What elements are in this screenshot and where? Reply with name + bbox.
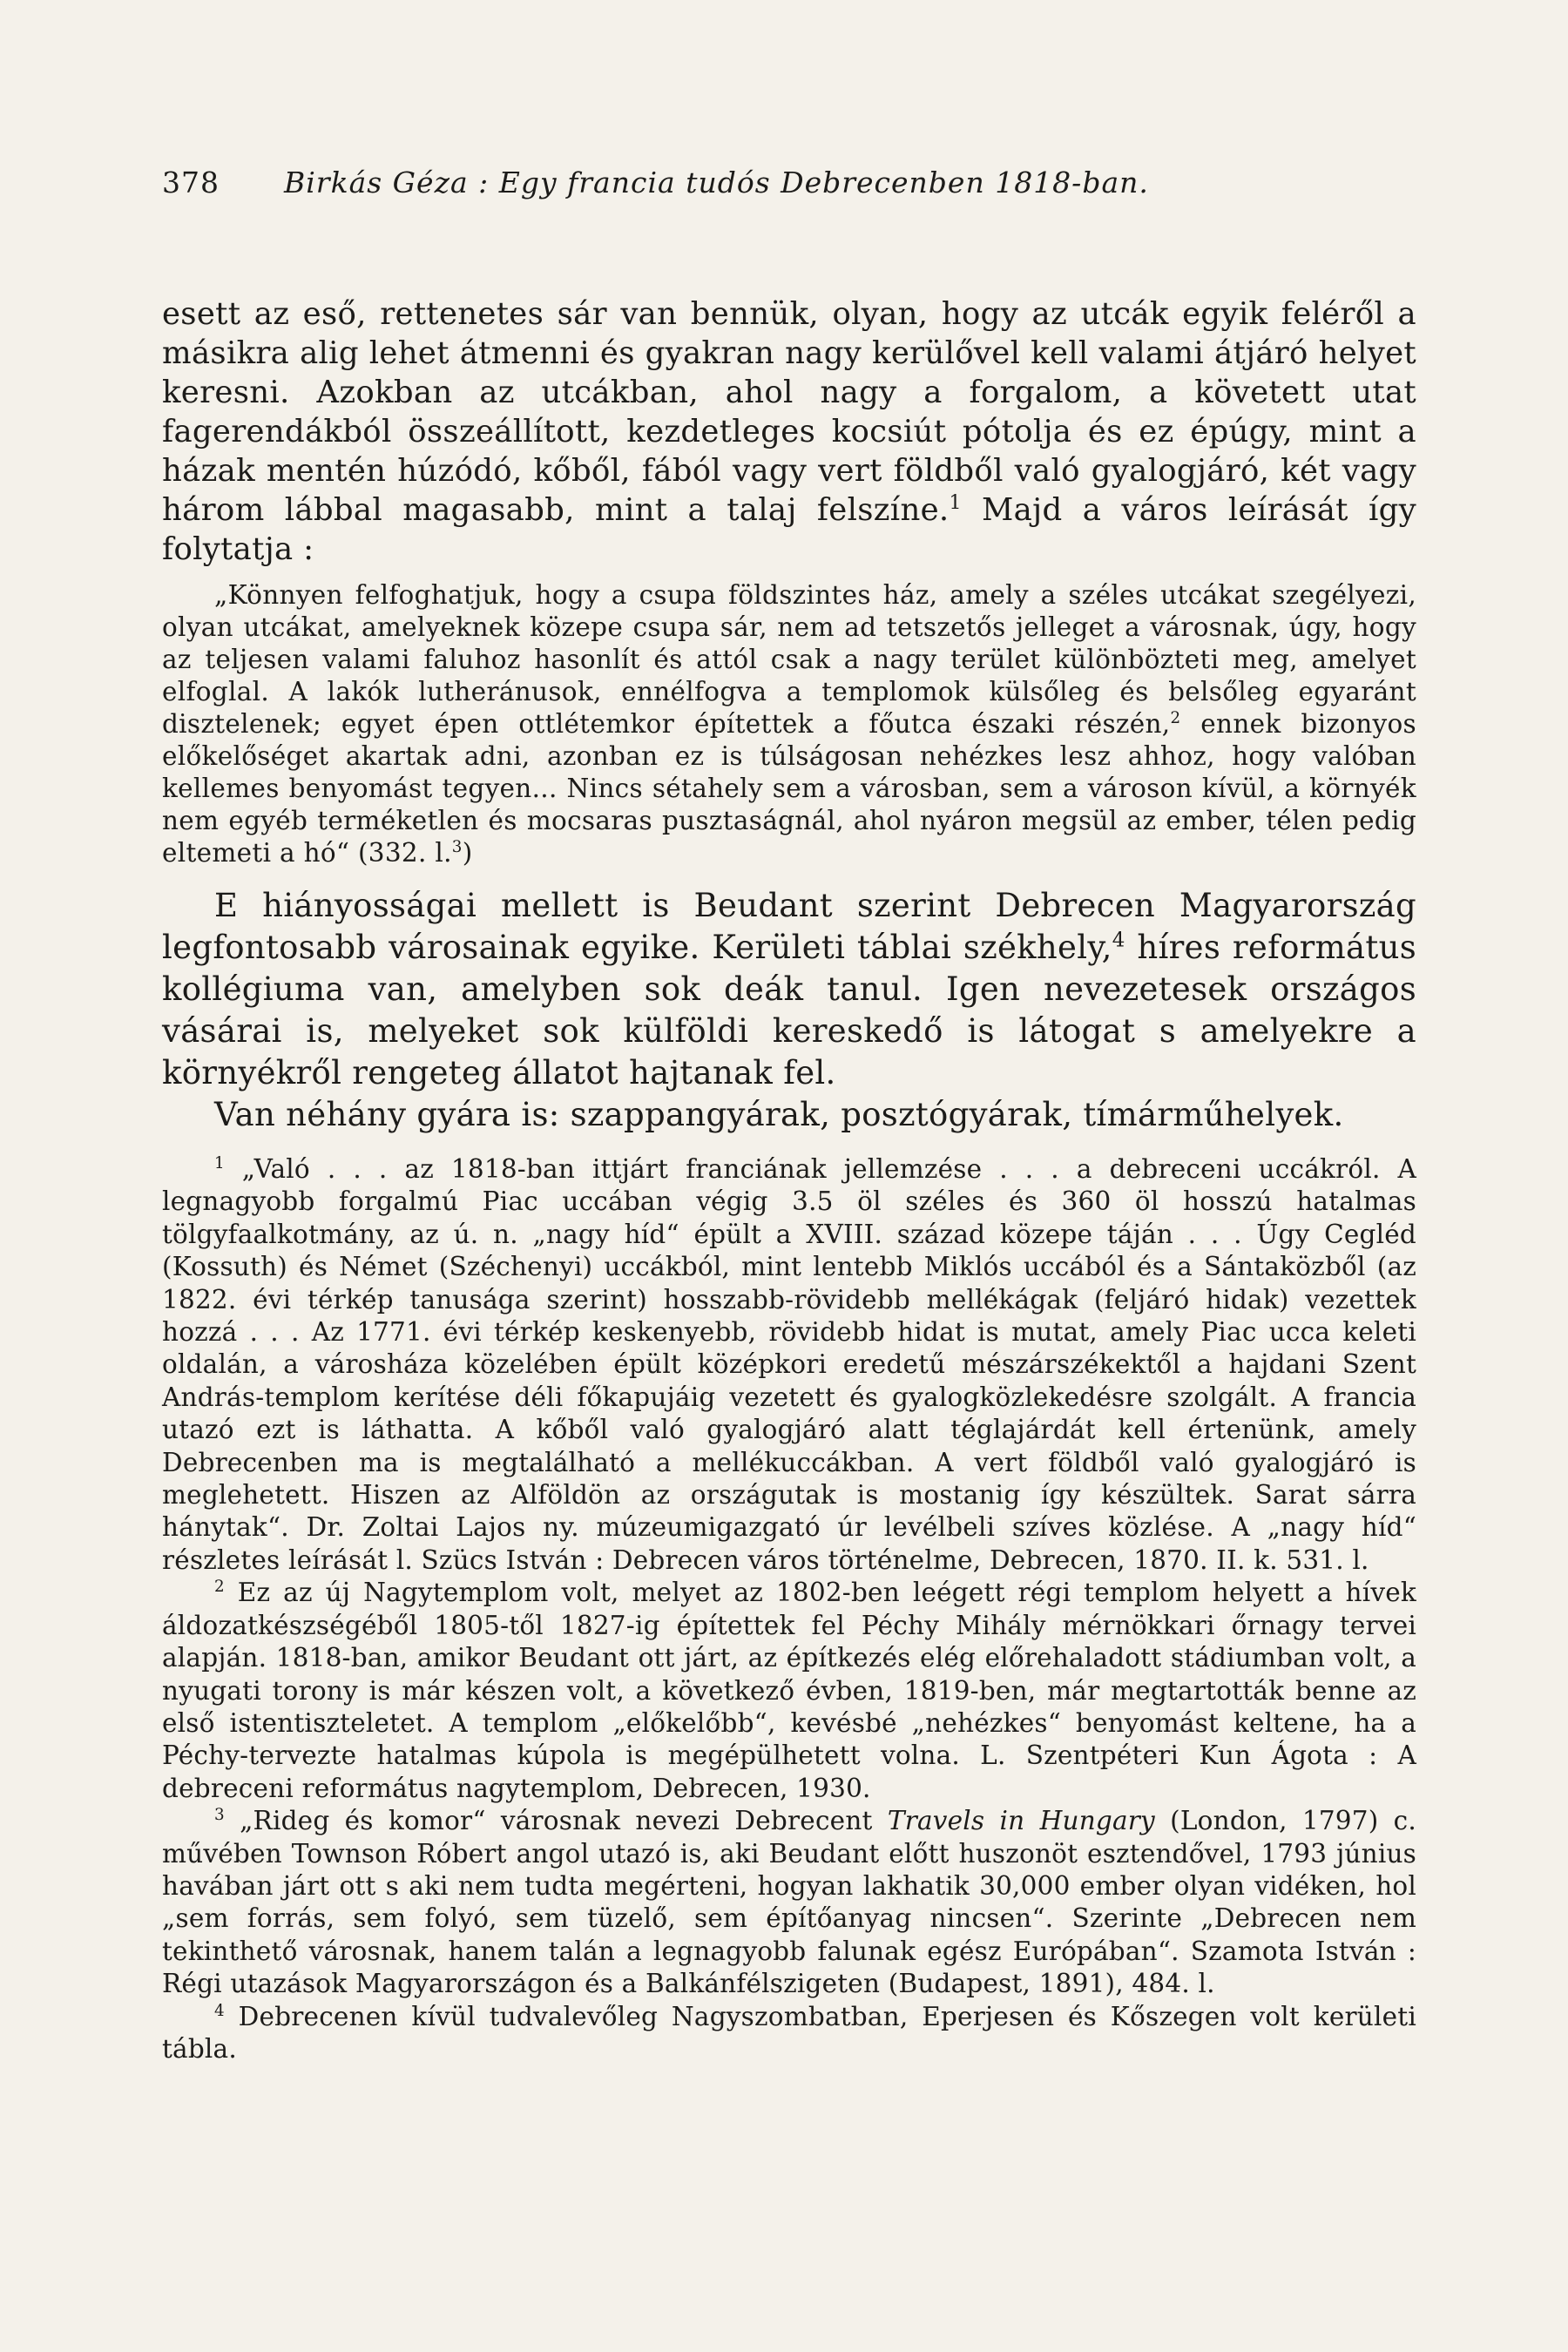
footnotes [162, 1153, 1416, 2065]
footnote-ref-3[interactable]: 3 [451, 838, 463, 857]
body-paragraph-3 [162, 1094, 1416, 1136]
footnote-3 [162, 1805, 1416, 2000]
footnote-number: 3 [214, 1806, 225, 1825]
footnote-number: 4 [214, 2001, 225, 2020]
footnote-ref-4[interactable]: 4 [1112, 929, 1125, 952]
footnote-text: Debrecenen kívül tudvalevőleg Nagyszombatban, Eperjesen és Kőszegen volt kerületi tábla. [162, 2001, 1416, 2064]
footnote-text: Ez az új Nagytemplom volt, melyet az 1802-ben leégett régi templom helyett a hívek áldozatkészségéből 1805-től 1827-ig építettek fel Péchy Mihály mérnökkari őrnagy tervei alapján. 1818-ban, amikor Beudant ott járt, az építkezés elég előrehaladott stádiumban volt, a nyugati torony is már készen volt, a következő évben, 1819-ben, már megtartották benne az első istentiszteletet. A templom „előkelőbb“, kevésbé „nehézkes“ benyomást keltene, ha a Péchy-tervezte hatalmas kúpola is megépülhetett volna. L. Szentpéteri Kun Ágota : A debreceni református nagytemplom, Debrecen, 1930. [162, 1578, 1416, 1803]
book-title: Travels in Hungary [887, 1806, 1155, 1836]
footnote-4 [162, 2001, 1416, 2066]
footnote-text: „Való . . . az 1818-ban ittjárt franciának jellemzése . . . a debreceni uccákról. A legnagyobb forgalmú Piac uccában végig 3.5 öl széles és 360 öl hosszú hatalmas tölgyfaalkotmány, az ú. n. „nagy híd“ épült a XVIII. század közepe táján . . . Úgy Cegléd (Kossuth) és Német (Széchenyi) uccákból, mint lentebb Miklós uccából és a Sántaközből (az 1822. évi térkép tanusága szerint) hosszabb-rövidebb mellékágak (feljáró hidak) vezettek hozzá . . . Az 1771. évi térkép keskenyebb, rövidebb hidat is mutat, amely Piac ucca keleti oldalán, a városháza közelében épült középkori eredetű mészárszékektől a hajdani Szent András-templom kerítése déli főkapujáig vezetett és gyalogközlekedésre szolgált. A francia utazó ezt is láthatta. A kőből való gyalogjáró alatt téglajárdát kell értenünk, amely Debrecenben ma is megtalálható a mellékuccákban. A vert földből való gyalogjáró is meglehetett. Hiszen az Alföldön az országutak is mostanig így készültek. Sarat sárra hánytak“. Dr. Zoltai Lajos ny. múzeumigazgató úr levélbeli szíves közlése. A „nagy híd“ részletes leírását l. Szücs István : Debrecen város történelme, Debrecen, 1870. II. k. 531. l. [162, 1154, 1416, 1575]
footnote-text: „Rideg és komor“ városnak nevezi Debrecent [224, 1806, 888, 1836]
paragraph-text-continued: híres református kollégiuma van, amelyben sok deák tanul. Igen nevezetesek országos vásárai is, melyeket sok külföldi kereskedő is látogat s amelyekre a környékről rengeteg állatot hajtanak fel. [162, 929, 1416, 1092]
quote-text-end: ) [462, 838, 473, 868]
quote-text: „Könnyen felfoghatjuk, hogy a csupa földszintes ház, amely a széles utcákat szegélyezi, olyan utcákat, amelyeknek közepe csupa sár, nem ad tetszetős jelleget a városnak, úgy, hogy az teljesen valami faluhoz hasonlít és attól csak a nagy terület különbözteti meg, amelyet elfoglal. A lakók lutheránusok, ennélfogva a templomok külsőleg és belsőleg egyaránt disztelenek; egyet épen ottlétemkor építettek a főutca északi részén, [162, 580, 1416, 739]
page-header [162, 166, 1416, 214]
paragraph-text: Van néhány gyára is: szappangyárak, posztógyárak, tímárműhelyek. [214, 1096, 1344, 1133]
body-paragraph-2 [162, 885, 1416, 1094]
footnote-ref-1[interactable]: 1 [949, 492, 962, 515]
paragraph-text: esett az eső, rettenetes sár van bennük, olyan, hogy az utcák egyik feléről a másikra alig lehet átmenni és gyakran nagy kerülővel kell valami átjáró helyet keresni. Azokban az utcákban, ahol nagy a forgalom, a követett utat fagerendákból összeállított, kezdetleges kocsiút pótolja és ez épúgy, mint a házak mentén húzódó, kőből, fából vagy vert földből való gyalogjáró, két vagy három lábbal magasabb, mint a talaj felszíne. [162, 296, 1416, 528]
paragraph-text: E hiányosságai mellett is Beudant szerint Debrecen Magyarország legfontosabb városainak egyike. Kerületi táblai székhely, [162, 887, 1416, 966]
paragraph-text-continued: Majd a város leírását így folytatja : [162, 492, 1416, 567]
running-head: Birkás Géza : Egy francia tudós Debrecenben 1818-ban. [284, 166, 1149, 199]
footnote-1 [162, 1153, 1416, 1577]
block-quote [162, 579, 1416, 869]
footnote-ref-2[interactable]: 2 [1170, 709, 1181, 728]
footnote-number: 1 [214, 1154, 225, 1173]
page-number: 378 [162, 166, 220, 199]
page [162, 166, 1416, 2065]
footnote-number: 2 [214, 1578, 225, 1597]
quote-text-continued: ennek bizonyos előkelőséget akartak adni, azonban ez is túlságosan nehézkes lesz ahhoz, hogy valóban kellemes benyomást tegyen... Nincs sétahely sem a városban, sem a városon kívül, a környék nem egyéb terméketlen és mocsaras pusztaságnál, ahol nyáron megsül az ember, télen pedig eltemeti a hó“ (332. l. [162, 709, 1416, 868]
footnote-text-continued: (London, 1797) c. művében Townson Róbert angol utazó is, aki Beudant előtt huszonöt esztendővel, 1793 június havában járt ott s aki nem tudta megérteni, hogyan lakhatik 30,000 ember olyan vidéken, hol „sem forrás, sem folyó, sem tüzelő, sem építőanyag nincsen“. Szerinte „Debrecen nem tekinthető városnak, hanem talán a legnagyobb falunak egész Európában“. Szamota István : Régi utazások Magyarországon és a Balkánfélszigeten (Budapest, 1891), 484. l. [162, 1806, 1416, 1999]
body-paragraph-1 [162, 294, 1416, 569]
footnote-2 [162, 1577, 1416, 1805]
